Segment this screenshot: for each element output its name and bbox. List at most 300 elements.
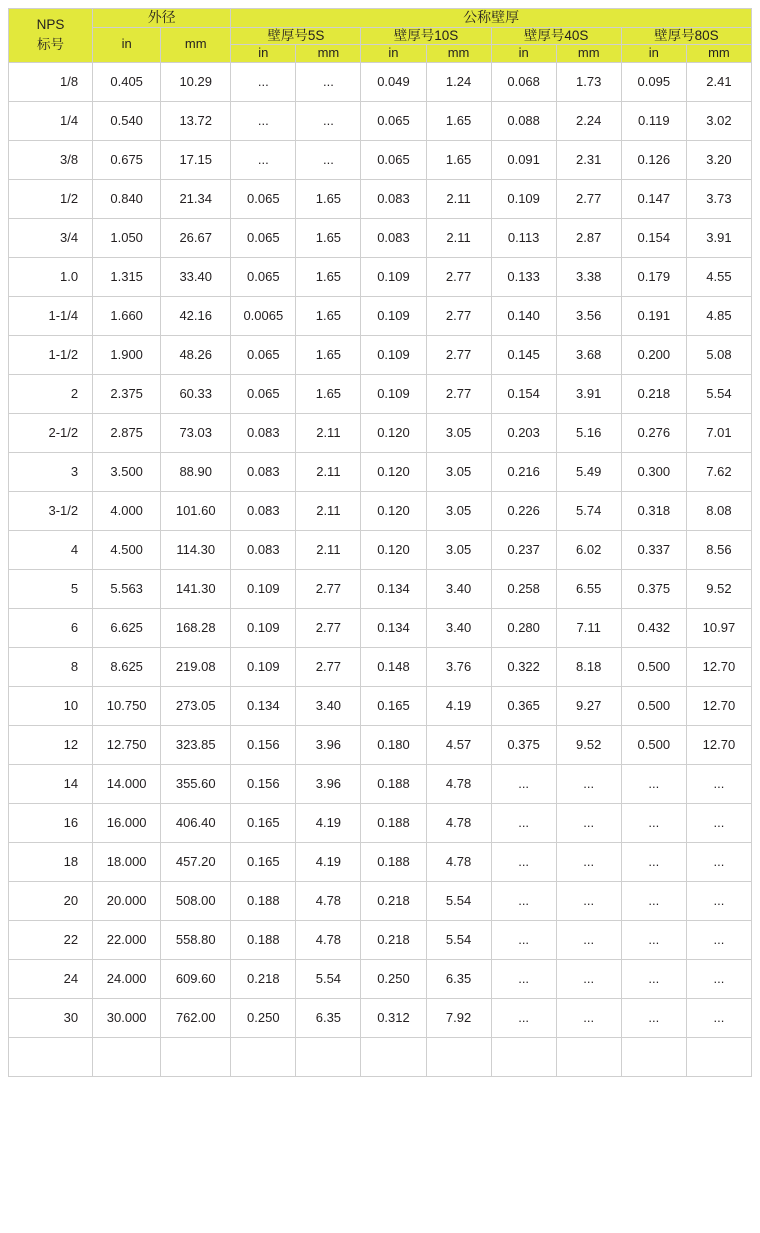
header-nps <box>9 9 93 63</box>
cell-s80-in: ... <box>621 959 686 998</box>
cell-s10-mm: 2.77 <box>426 374 491 413</box>
cell-s40-mm: 3.56 <box>556 296 621 335</box>
cell-s10-in: 0.083 <box>361 179 426 218</box>
cell-s10-in: 0.109 <box>361 296 426 335</box>
cell-s40-in: ... <box>491 998 556 1037</box>
cell-od-in: 0.540 <box>93 101 161 140</box>
cell-nps: 10 <box>9 686 93 725</box>
cell-s40-mm: ... <box>556 920 621 959</box>
cell-nps: 3/8 <box>9 140 93 179</box>
cell-s40-mm: 9.52 <box>556 725 621 764</box>
cell-s80-mm: ... <box>686 803 751 842</box>
cell-nps: 14 <box>9 764 93 803</box>
table-row <box>9 686 752 725</box>
cell-s80-mm: 8.08 <box>686 491 751 530</box>
cell-od-mm <box>161 1037 231 1076</box>
cell-s5-mm: 1.65 <box>296 296 361 335</box>
table-row <box>9 413 752 452</box>
cell-s40-in: ... <box>491 881 556 920</box>
cell-s40-in: 0.113 <box>491 218 556 257</box>
cell-s5-mm: 1.65 <box>296 218 361 257</box>
table-row <box>9 374 752 413</box>
cell-s80-in: 0.318 <box>621 491 686 530</box>
cell-s80-in: ... <box>621 920 686 959</box>
cell-s10-mm: 3.40 <box>426 569 491 608</box>
cell-od-in: 0.840 <box>93 179 161 218</box>
cell-s80-mm: 8.56 <box>686 530 751 569</box>
cell-s80-in: 0.191 <box>621 296 686 335</box>
cell-s10-in: 0.188 <box>361 764 426 803</box>
cell-s80-mm: ... <box>686 920 751 959</box>
cell-s80-mm: 9.52 <box>686 569 751 608</box>
cell-s10-mm: 1.24 <box>426 62 491 101</box>
cell-od-mm: 323.85 <box>161 725 231 764</box>
cell-s10-mm: 6.35 <box>426 959 491 998</box>
cell-nps: 5 <box>9 569 93 608</box>
cell-s5-in: 0.156 <box>231 725 296 764</box>
cell-s10-in: 0.120 <box>361 413 426 452</box>
cell-s40-in: 0.203 <box>491 413 556 452</box>
cell-s80-in: ... <box>621 764 686 803</box>
cell-od-in: 4.000 <box>93 491 161 530</box>
table-row <box>9 530 752 569</box>
cell-s80-mm: ... <box>686 998 751 1037</box>
cell-s10-mm: 3.05 <box>426 530 491 569</box>
cell-s80-in: ... <box>621 803 686 842</box>
cell-s80-in: 0.300 <box>621 452 686 491</box>
cell-s10-mm: 4.57 <box>426 725 491 764</box>
cell-s10-in: 0.218 <box>361 881 426 920</box>
cell-nps: 3-1/2 <box>9 491 93 530</box>
cell-od-mm: 17.15 <box>161 140 231 179</box>
cell-od-mm: 762.00 <box>161 998 231 1037</box>
cell-s5-in: 0.109 <box>231 608 296 647</box>
cell-od-mm: 13.72 <box>161 101 231 140</box>
cell-s40-in: 0.280 <box>491 608 556 647</box>
header-s5-mm: mm <box>296 45 361 62</box>
cell-s80-mm: 12.70 <box>686 647 751 686</box>
cell-s10-mm: 2.77 <box>426 296 491 335</box>
cell-s80-in: 0.154 <box>621 218 686 257</box>
pipe-dimension-table <box>8 8 752 1077</box>
cell-s5-mm: ... <box>296 140 361 179</box>
cell-s40-mm: 5.74 <box>556 491 621 530</box>
cell-nps: 1-1/2 <box>9 335 93 374</box>
cell-od-in: 6.625 <box>93 608 161 647</box>
table-body <box>9 62 752 1076</box>
cell-s5-in: ... <box>231 62 296 101</box>
header-schedule-80s: 壁厚号80S <box>621 27 751 45</box>
cell-s10-mm: 5.54 <box>426 881 491 920</box>
cell-nps: 18 <box>9 842 93 881</box>
cell-s80-mm: 4.55 <box>686 257 751 296</box>
cell-nps: 6 <box>9 608 93 647</box>
cell-s10-in: 0.109 <box>361 374 426 413</box>
table-row <box>9 62 752 101</box>
cell-s10-in: 0.188 <box>361 842 426 881</box>
cell-od-in <box>93 1037 161 1076</box>
cell-od-mm: 73.03 <box>161 413 231 452</box>
cell-s40-mm: 8.18 <box>556 647 621 686</box>
cell-s40-in: ... <box>491 920 556 959</box>
table-row <box>9 998 752 1037</box>
cell-s80-in: 0.500 <box>621 686 686 725</box>
table-header <box>9 9 752 63</box>
cell-s40-in: 0.226 <box>491 491 556 530</box>
cell-nps: 1-1/4 <box>9 296 93 335</box>
cell-s5-in: ... <box>231 140 296 179</box>
cell-s10-in: 0.109 <box>361 257 426 296</box>
cell-od-in: 0.405 <box>93 62 161 101</box>
cell-s10-mm: 2.77 <box>426 257 491 296</box>
cell-s5-in: 0.083 <box>231 530 296 569</box>
cell-nps: 12 <box>9 725 93 764</box>
cell-od-in: 12.750 <box>93 725 161 764</box>
cell-od-mm: 168.28 <box>161 608 231 647</box>
cell-s40-mm: 2.31 <box>556 140 621 179</box>
cell-s40-in: 0.140 <box>491 296 556 335</box>
cell-od-mm: 101.60 <box>161 491 231 530</box>
cell-od-in: 0.675 <box>93 140 161 179</box>
cell-s5-mm: 2.77 <box>296 569 361 608</box>
cell-s10-mm: 3.76 <box>426 647 491 686</box>
cell-s5-mm: 1.65 <box>296 257 361 296</box>
cell-s40-in: ... <box>491 803 556 842</box>
cell-s10-in: 0.188 <box>361 803 426 842</box>
cell-s80-mm <box>686 1037 751 1076</box>
cell-s40-mm: 5.16 <box>556 413 621 452</box>
cell-s5-mm: 1.65 <box>296 335 361 374</box>
cell-s40-mm: ... <box>556 881 621 920</box>
cell-s10-in: 0.134 <box>361 608 426 647</box>
cell-nps <box>9 1037 93 1076</box>
cell-s40-mm: 6.02 <box>556 530 621 569</box>
table-row <box>9 140 752 179</box>
header-s10-in: in <box>361 45 426 62</box>
cell-od-in: 22.000 <box>93 920 161 959</box>
cell-s80-mm: 7.01 <box>686 413 751 452</box>
cell-s10-in: 0.218 <box>361 920 426 959</box>
header-nominal-wall-thickness: 公称壁厚 <box>231 9 752 28</box>
cell-s40-in: ... <box>491 842 556 881</box>
cell-s40-in: 0.145 <box>491 335 556 374</box>
cell-s5-mm: 2.11 <box>296 530 361 569</box>
header-s80-mm: mm <box>686 45 751 62</box>
header-row-groups <box>9 9 752 28</box>
header-s40-mm: mm <box>556 45 621 62</box>
header-s40-in: in <box>491 45 556 62</box>
cell-s40-in: 0.109 <box>491 179 556 218</box>
cell-s40-mm: ... <box>556 842 621 881</box>
cell-s5-in: 0.065 <box>231 257 296 296</box>
header-s5-in: in <box>231 45 296 62</box>
cell-s80-mm: ... <box>686 959 751 998</box>
cell-s40-mm: 3.68 <box>556 335 621 374</box>
cell-od-mm: 26.67 <box>161 218 231 257</box>
header-s10-mm: mm <box>426 45 491 62</box>
cell-s5-in: 0.109 <box>231 647 296 686</box>
cell-s5-in: 0.156 <box>231 764 296 803</box>
header-schedule-10s: 壁厚号10S <box>361 27 491 45</box>
cell-od-mm: 10.29 <box>161 62 231 101</box>
cell-nps: 24 <box>9 959 93 998</box>
cell-s40-mm: 6.55 <box>556 569 621 608</box>
cell-od-in: 5.563 <box>93 569 161 608</box>
cell-s40-mm: ... <box>556 998 621 1037</box>
cell-s80-in: 0.218 <box>621 374 686 413</box>
cell-od-mm: 457.20 <box>161 842 231 881</box>
cell-s10-mm: 2.11 <box>426 218 491 257</box>
cell-s5-in: 0.065 <box>231 374 296 413</box>
cell-s80-in: 0.126 <box>621 140 686 179</box>
cell-s40-in: ... <box>491 959 556 998</box>
cell-s10-in <box>361 1037 426 1076</box>
cell-s5-mm: 3.96 <box>296 725 361 764</box>
cell-od-in: 8.625 <box>93 647 161 686</box>
cell-od-in: 2.875 <box>93 413 161 452</box>
cell-s80-in: ... <box>621 881 686 920</box>
table-row <box>9 335 752 374</box>
table-row <box>9 569 752 608</box>
header-nps-line1: NPS <box>36 17 65 33</box>
cell-od-in: 10.750 <box>93 686 161 725</box>
cell-s80-mm: 5.54 <box>686 374 751 413</box>
cell-s10-mm: 3.05 <box>426 491 491 530</box>
cell-s5-mm: 4.19 <box>296 803 361 842</box>
cell-s10-mm: 1.65 <box>426 140 491 179</box>
cell-nps: 2-1/2 <box>9 413 93 452</box>
table-row <box>9 179 752 218</box>
cell-s80-mm: 7.62 <box>686 452 751 491</box>
cell-s40-in: 0.216 <box>491 452 556 491</box>
cell-od-in: 18.000 <box>93 842 161 881</box>
cell-s5-mm: 2.11 <box>296 452 361 491</box>
cell-s5-mm: ... <box>296 101 361 140</box>
cell-od-in: 2.375 <box>93 374 161 413</box>
table-row <box>9 296 752 335</box>
table-row <box>9 257 752 296</box>
table-row <box>9 725 752 764</box>
cell-s5-mm <box>296 1037 361 1076</box>
cell-s80-in: 0.147 <box>621 179 686 218</box>
cell-s40-in: 0.154 <box>491 374 556 413</box>
cell-s10-in: 0.049 <box>361 62 426 101</box>
cell-s40-mm: ... <box>556 803 621 842</box>
cell-s5-mm: 3.96 <box>296 764 361 803</box>
cell-s5-in: ... <box>231 101 296 140</box>
cell-s5-in: 0.218 <box>231 959 296 998</box>
cell-s10-in: 0.250 <box>361 959 426 998</box>
cell-od-mm: 88.90 <box>161 452 231 491</box>
cell-s10-in: 0.312 <box>361 998 426 1037</box>
cell-s80-mm: ... <box>686 842 751 881</box>
cell-s80-in: ... <box>621 998 686 1037</box>
cell-od-in: 1.660 <box>93 296 161 335</box>
cell-od-in: 1.315 <box>93 257 161 296</box>
cell-od-in: 30.000 <box>93 998 161 1037</box>
cell-nps: 1/4 <box>9 101 93 140</box>
cell-s40-in: 0.068 <box>491 62 556 101</box>
cell-s10-mm: 3.40 <box>426 608 491 647</box>
cell-s10-mm: 2.11 <box>426 179 491 218</box>
cell-s5-in: 0.065 <box>231 335 296 374</box>
cell-s10-mm: 4.78 <box>426 764 491 803</box>
cell-s5-mm: ... <box>296 62 361 101</box>
cell-s5-mm: 2.77 <box>296 608 361 647</box>
table-row <box>9 1037 752 1076</box>
cell-s10-mm: 4.78 <box>426 842 491 881</box>
cell-nps: 16 <box>9 803 93 842</box>
cell-s40-in: 0.133 <box>491 257 556 296</box>
cell-od-mm: 508.00 <box>161 881 231 920</box>
cell-s80-mm: 5.08 <box>686 335 751 374</box>
cell-od-mm: 609.60 <box>161 959 231 998</box>
cell-s5-in: 0.083 <box>231 491 296 530</box>
cell-s5-mm: 2.11 <box>296 413 361 452</box>
cell-s10-in: 0.083 <box>361 218 426 257</box>
cell-od-in: 20.000 <box>93 881 161 920</box>
cell-s80-mm: 3.20 <box>686 140 751 179</box>
cell-s5-mm: 1.65 <box>296 374 361 413</box>
cell-s80-in: 0.276 <box>621 413 686 452</box>
cell-nps: 1.0 <box>9 257 93 296</box>
cell-nps: 8 <box>9 647 93 686</box>
cell-s10-mm: 7.92 <box>426 998 491 1037</box>
cell-od-mm: 48.26 <box>161 335 231 374</box>
cell-s5-mm: 4.78 <box>296 881 361 920</box>
cell-od-in: 3.500 <box>93 452 161 491</box>
cell-s40-mm: 5.49 <box>556 452 621 491</box>
cell-s40-in: ... <box>491 764 556 803</box>
cell-s40-in: 0.322 <box>491 647 556 686</box>
cell-s40-mm: 3.38 <box>556 257 621 296</box>
cell-s40-mm: ... <box>556 959 621 998</box>
cell-s40-mm: 2.77 <box>556 179 621 218</box>
table-row <box>9 881 752 920</box>
cell-s5-in: 0.065 <box>231 218 296 257</box>
cell-s40-in: 0.088 <box>491 101 556 140</box>
cell-nps: 1/8 <box>9 62 93 101</box>
cell-s40-in: 0.091 <box>491 140 556 179</box>
cell-od-in: 16.000 <box>93 803 161 842</box>
cell-od-mm: 21.34 <box>161 179 231 218</box>
header-od-in: in <box>93 27 161 62</box>
cell-s5-in: 0.165 <box>231 803 296 842</box>
cell-s40-in: 0.237 <box>491 530 556 569</box>
cell-nps: 2 <box>9 374 93 413</box>
cell-s10-mm: 5.54 <box>426 920 491 959</box>
cell-s40-in <box>491 1037 556 1076</box>
cell-s40-mm: ... <box>556 764 621 803</box>
cell-s10-mm: 3.05 <box>426 413 491 452</box>
table-row <box>9 491 752 530</box>
cell-od-mm: 406.40 <box>161 803 231 842</box>
cell-s5-in: 0.083 <box>231 413 296 452</box>
cell-od-mm: 42.16 <box>161 296 231 335</box>
cell-nps: 20 <box>9 881 93 920</box>
cell-s40-mm: 9.27 <box>556 686 621 725</box>
header-schedule-5s: 壁厚号5S <box>231 27 361 45</box>
header-row-schedules <box>9 27 752 45</box>
table-row <box>9 647 752 686</box>
cell-od-mm: 141.30 <box>161 569 231 608</box>
cell-s5-in: 0.165 <box>231 842 296 881</box>
cell-nps: 3/4 <box>9 218 93 257</box>
cell-s80-in: 0.179 <box>621 257 686 296</box>
cell-s40-mm: 2.87 <box>556 218 621 257</box>
cell-s5-mm: 1.65 <box>296 179 361 218</box>
cell-s5-in: 0.250 <box>231 998 296 1037</box>
cell-od-mm: 355.60 <box>161 764 231 803</box>
cell-s80-mm: 12.70 <box>686 686 751 725</box>
table-row <box>9 920 752 959</box>
cell-s40-mm <box>556 1037 621 1076</box>
cell-s40-mm: 1.73 <box>556 62 621 101</box>
table-row <box>9 959 752 998</box>
cell-s10-in: 0.120 <box>361 452 426 491</box>
cell-od-in: 1.050 <box>93 218 161 257</box>
cell-s80-in <box>621 1037 686 1076</box>
cell-od-in: 1.900 <box>93 335 161 374</box>
cell-s80-mm: 2.41 <box>686 62 751 101</box>
cell-s5-in: 0.083 <box>231 452 296 491</box>
cell-s5-in <box>231 1037 296 1076</box>
cell-s5-mm: 5.54 <box>296 959 361 998</box>
cell-s10-in: 0.180 <box>361 725 426 764</box>
cell-s80-mm: ... <box>686 881 751 920</box>
cell-s5-in: 0.065 <box>231 179 296 218</box>
table-row <box>9 101 752 140</box>
cell-nps: 30 <box>9 998 93 1037</box>
table-row <box>9 803 752 842</box>
cell-od-mm: 114.30 <box>161 530 231 569</box>
cell-s40-mm: 7.11 <box>556 608 621 647</box>
cell-s10-in: 0.165 <box>361 686 426 725</box>
cell-s5-in: 0.188 <box>231 920 296 959</box>
table-row <box>9 764 752 803</box>
cell-s10-mm: 4.19 <box>426 686 491 725</box>
cell-s80-mm: 10.97 <box>686 608 751 647</box>
cell-s80-in: 0.500 <box>621 647 686 686</box>
cell-s10-in: 0.148 <box>361 647 426 686</box>
cell-s5-in: 0.0065 <box>231 296 296 335</box>
cell-s10-mm: 1.65 <box>426 101 491 140</box>
cell-s80-mm: 3.02 <box>686 101 751 140</box>
table-row <box>9 608 752 647</box>
cell-s80-in: 0.095 <box>621 62 686 101</box>
header-s80-in: in <box>621 45 686 62</box>
cell-s10-mm <box>426 1037 491 1076</box>
cell-od-mm: 33.40 <box>161 257 231 296</box>
cell-s80-in: 0.119 <box>621 101 686 140</box>
cell-nps: 22 <box>9 920 93 959</box>
cell-s10-in: 0.065 <box>361 140 426 179</box>
cell-s80-in: 0.200 <box>621 335 686 374</box>
header-schedule-40s: 壁厚号40S <box>491 27 621 45</box>
cell-od-in: 4.500 <box>93 530 161 569</box>
cell-s5-mm: 4.78 <box>296 920 361 959</box>
cell-od-mm: 558.80 <box>161 920 231 959</box>
cell-nps: 3 <box>9 452 93 491</box>
cell-s80-mm: 4.85 <box>686 296 751 335</box>
cell-s5-mm: 6.35 <box>296 998 361 1037</box>
cell-s80-in: ... <box>621 842 686 881</box>
cell-od-mm: 273.05 <box>161 686 231 725</box>
header-od-mm: mm <box>161 27 231 62</box>
cell-s5-mm: 2.11 <box>296 491 361 530</box>
cell-s40-mm: 3.91 <box>556 374 621 413</box>
cell-nps: 1/2 <box>9 179 93 218</box>
